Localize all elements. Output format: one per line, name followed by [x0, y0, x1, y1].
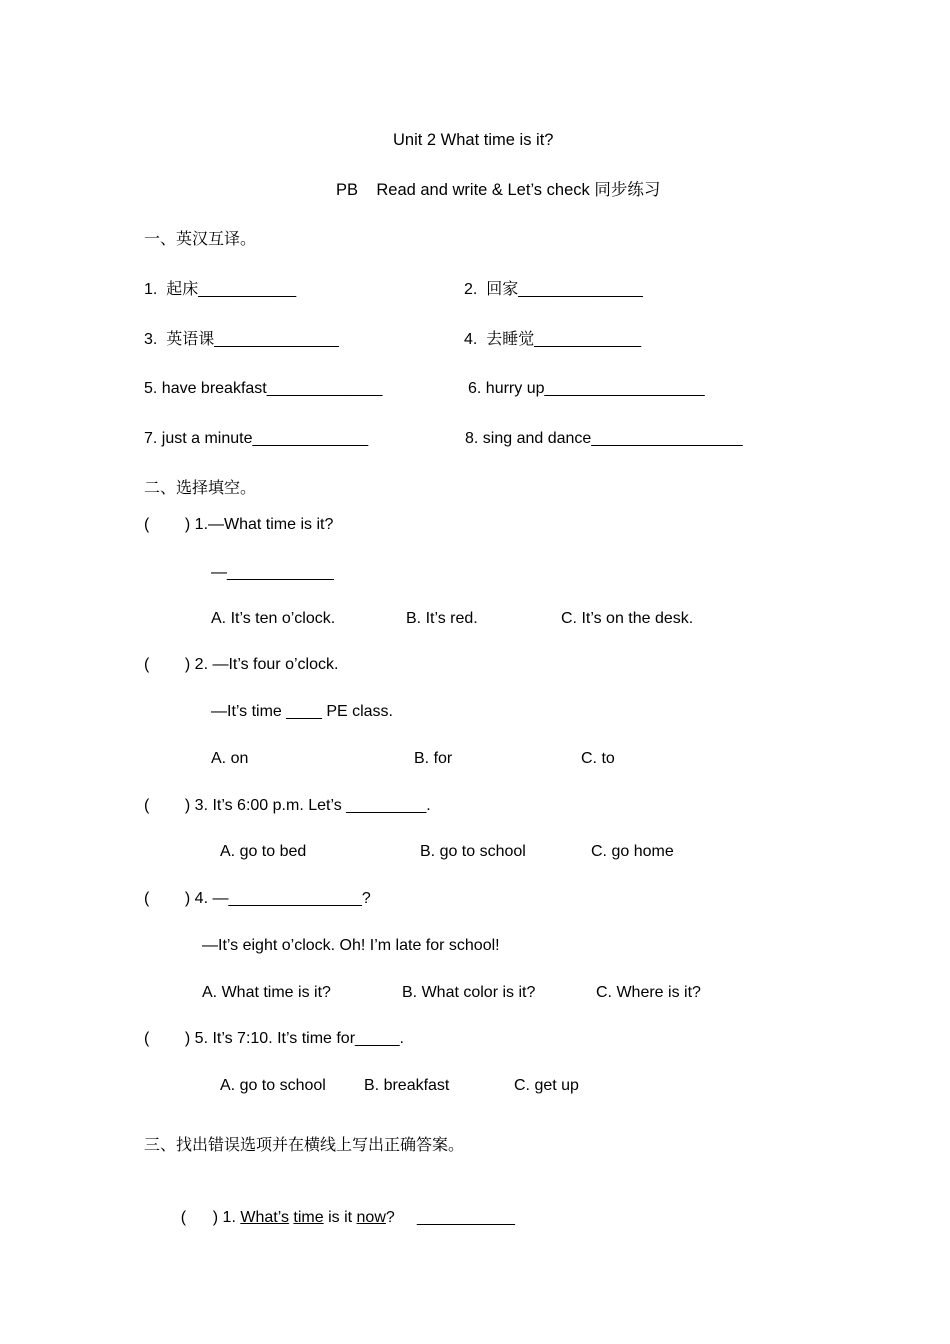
underlined-option: time [293, 1209, 324, 1226]
question-stem: ( ) 5. It’s 7:10. It’s time for_____. [144, 1030, 404, 1047]
question-reply: —____________ [211, 564, 334, 581]
section1-item: 4. 去睡觉____________ [464, 331, 642, 348]
option-b: B. What color is it? [402, 984, 536, 1001]
section1-item: 8. sing and dance_________________ [465, 430, 743, 447]
option-b: B. breakfast [364, 1077, 450, 1094]
question-reply: —It’s time ____ PE class. [211, 703, 393, 720]
section1-heading: 一、英汉互译。 [144, 231, 257, 248]
section1-item: 5. have breakfast_____________ [144, 380, 383, 397]
error-question [163, 1185, 515, 1251]
section1-item: 6. hurry up__________________ [468, 380, 705, 397]
underlined-option: What’s [240, 1209, 289, 1226]
section1-item: 7. just a minute_____________ [144, 430, 369, 447]
underlined-option: now [356, 1209, 386, 1226]
option-b: B. go to school [420, 843, 526, 860]
section1-item: 1. 起床___________ [144, 281, 297, 298]
option-b: B. for [414, 750, 453, 767]
document-subtitle: PB Read and write & Let’s check 同步练习 [336, 181, 661, 199]
option-a: A. What time is it? [202, 984, 331, 1001]
answer-blank: ? ___________ [385, 1209, 515, 1226]
question-stem: ( ) 3. It’s 6:00 p.m. Let’s _________. [144, 797, 431, 814]
question-prefix: ( ) 1. [180, 1209, 241, 1226]
option-c: C. get up [514, 1077, 579, 1094]
question-stem: ( ) 4. —_______________? [144, 890, 371, 907]
section1-item: 3. 英语课______________ [144, 331, 339, 348]
question-text: is it [323, 1209, 357, 1226]
question-reply: —It’s eight o’clock. Oh! I’m late for school! [202, 937, 500, 954]
option-c: C. It’s on the desk. [561, 610, 694, 627]
option-a: A. go to school [220, 1077, 326, 1094]
section1-item: 2. 回家______________ [464, 281, 643, 298]
document-title: Unit 2 What time is it? [393, 131, 554, 149]
option-c: C. Where is it? [596, 984, 701, 1001]
option-b: B. It’s red. [406, 610, 478, 627]
option-a: A. on [211, 750, 249, 767]
question-stem: ( ) 1.—What time is it? [144, 516, 334, 533]
question-stem: ( ) 2. —It’s four o’clock. [144, 656, 339, 673]
section2-heading: 二、选择填空。 [144, 480, 257, 497]
option-a: A. It’s ten o’clock. [211, 610, 336, 627]
option-c: C. go home [591, 843, 674, 860]
section3-heading: 三、找出错误选项并在横线上写出正确答案。 [144, 1137, 465, 1154]
option-c: C. to [581, 750, 615, 767]
option-a: A. go to bed [220, 843, 307, 860]
